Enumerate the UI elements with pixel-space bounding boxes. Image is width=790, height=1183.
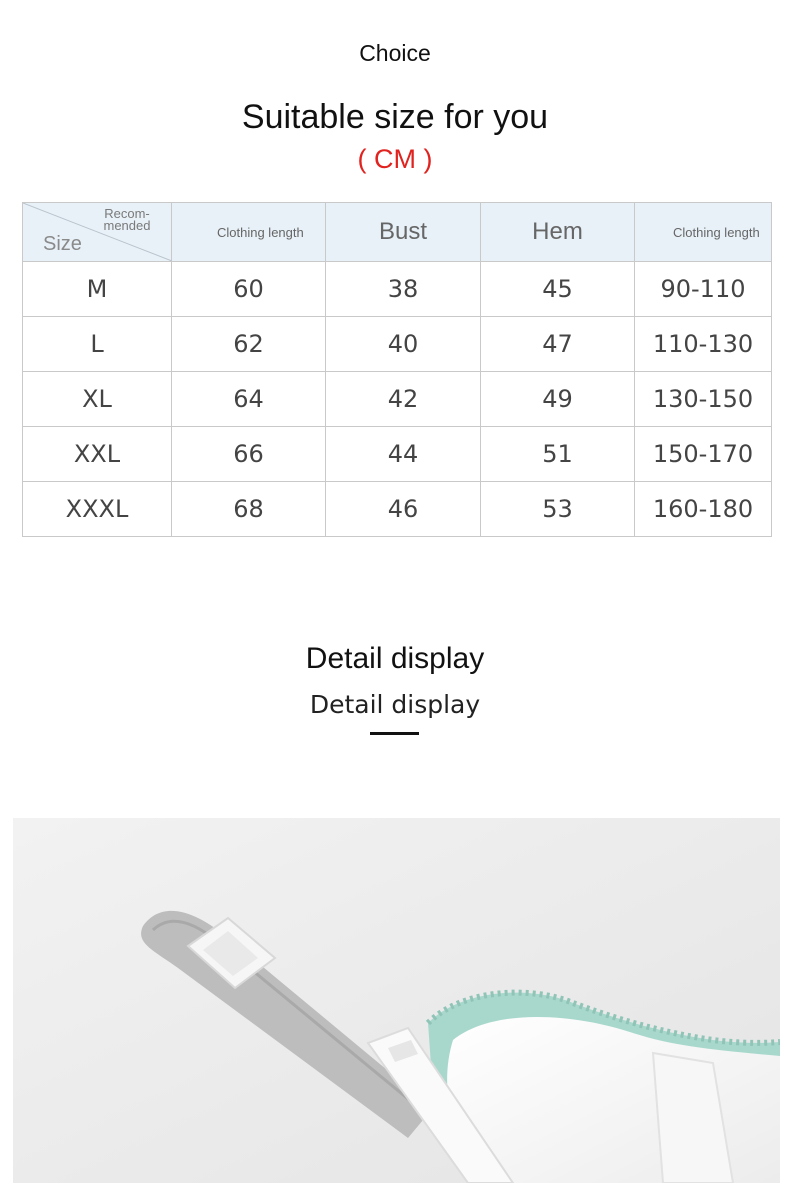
length-cell: 66	[172, 427, 326, 482]
table-row	[23, 427, 772, 482]
length-cell: 68	[172, 482, 326, 537]
hem-cell: 47	[481, 317, 635, 372]
unit-label: ( CM )	[357, 144, 433, 174]
hem-cell: 51	[481, 427, 635, 482]
title-underline	[370, 732, 419, 735]
bust-cell: 38	[326, 262, 481, 317]
corner-recommended-label: Recom-mended	[103, 206, 151, 233]
bust-cell: 44	[326, 427, 481, 482]
size-cell: XL	[23, 372, 172, 427]
length-cell: 64	[172, 372, 326, 427]
hem-cell: 45	[481, 262, 635, 317]
size-cell: XXL	[23, 427, 172, 482]
size-cell: L	[23, 317, 172, 372]
bust-cell: 40	[326, 317, 481, 372]
column-header-hem: Hem	[481, 203, 635, 262]
column-header-recommended: Clothing length	[635, 203, 772, 262]
bust-cell: 46	[326, 482, 481, 537]
recommended-cell: 90-110	[635, 262, 772, 317]
product-detail-photo	[13, 818, 780, 1183]
garment-strap-illustration	[13, 818, 780, 1183]
size-cell: M	[23, 262, 172, 317]
detail-subtitle: Detail display	[309, 690, 481, 719]
table-row	[23, 262, 772, 317]
table-header-row	[23, 203, 772, 262]
corner-header-cell	[23, 203, 172, 262]
hem-cell: 49	[481, 372, 635, 427]
page-title: Suitable size for you	[241, 98, 549, 136]
recommended-cell: 130-150	[635, 372, 772, 427]
size-cell: XXXL	[23, 482, 172, 537]
size-table	[22, 202, 772, 537]
table-row	[23, 317, 772, 372]
recommended-cell: 160-180	[635, 482, 772, 537]
recommended-cell: 150-170	[635, 427, 772, 482]
column-header-bust: Bust	[326, 203, 481, 262]
corner-size-label: Size	[43, 233, 82, 255]
column-header-length: Clothing length	[172, 203, 326, 262]
length-cell: 60	[172, 262, 326, 317]
recommended-cell: 110-130	[635, 317, 772, 372]
table-row	[23, 372, 772, 427]
choice-label: Choice	[359, 40, 431, 66]
detail-title: Detail display	[305, 642, 485, 675]
length-cell: 62	[172, 317, 326, 372]
bust-cell: 42	[326, 372, 481, 427]
table-row	[23, 482, 772, 537]
hem-cell: 53	[481, 482, 635, 537]
